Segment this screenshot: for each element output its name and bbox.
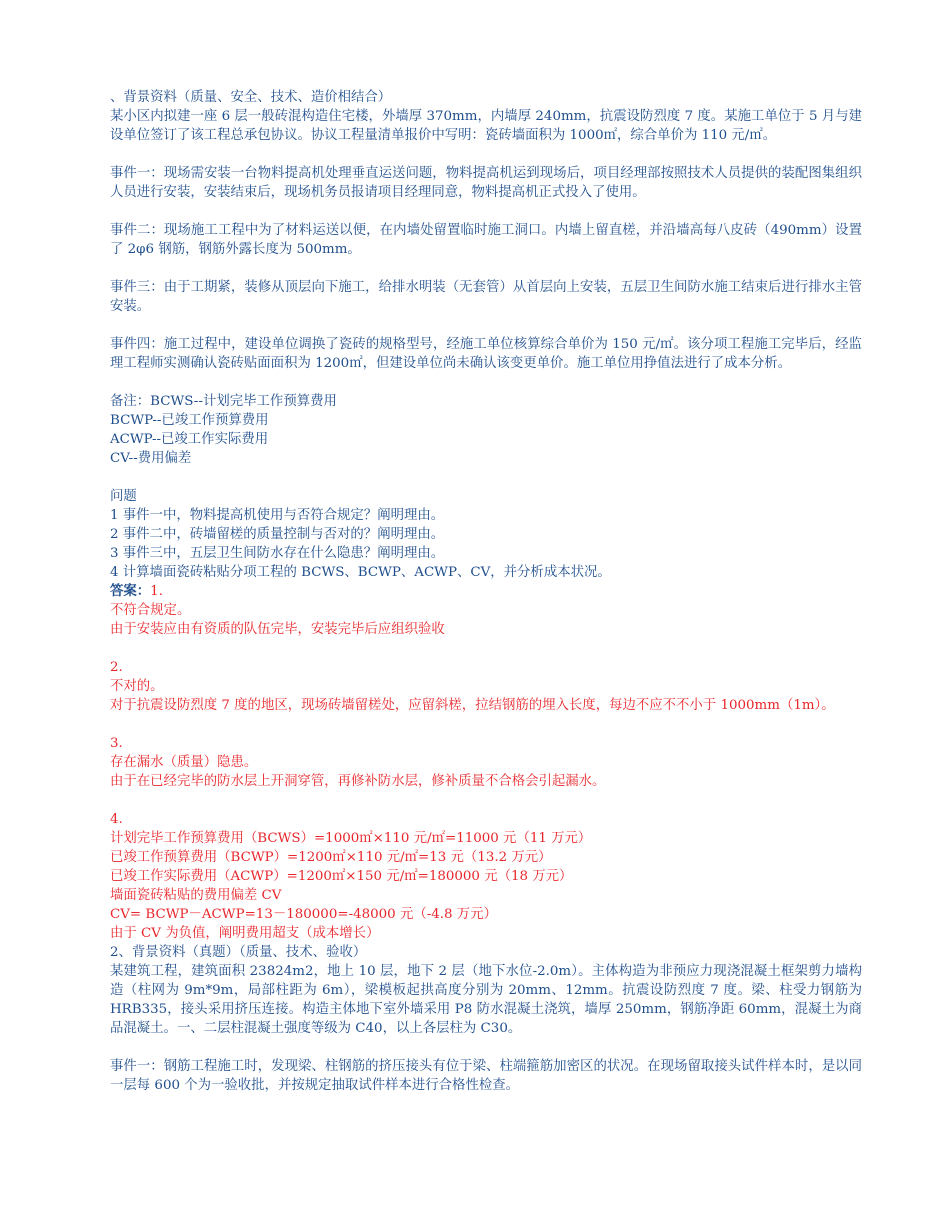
- answer-line: 由于 CV 为负值，阐明费用超支（成本增长）: [110, 926, 380, 941]
- answer-2-number: 2.: [110, 660, 123, 675]
- answer-line: 不符合规定。: [110, 603, 191, 618]
- answer-3-number: 3.: [110, 736, 123, 751]
- answer-line: 不对的。: [110, 679, 164, 694]
- answer-line: 已竣工作预算费用（BCWP）=1200㎡×110 元/㎡=13 元（13.2 万元）: [110, 850, 552, 865]
- document-page: [110, 88, 862, 1095]
- section1-title: 、背景资料（质量、安全、技术、造价相结合）: [110, 90, 392, 105]
- event-2: 事件二：现场施工工程中为了材料运送以便，在内墙处留置临时施工洞口。内墙上留直槎，并沿墙高每八皮砖（490mm）设置了 2φ6 钢筋，钢筋外露长度为 500mm。: [110, 223, 862, 257]
- question-item: 4 计算墙面瓷砖粘贴分项工程的 BCWS、BCWP、ACWP、CV，并分析成本状况。: [110, 565, 611, 580]
- question-item: 1 事件一中，物料提高机使用与否符合规定？阐明理由。: [110, 508, 445, 523]
- note-line: ACWP--已竣工作实际费用: [110, 432, 269, 447]
- answer-4-number: 4.: [110, 812, 123, 827]
- answer-line: 存在漏水（质量）隐患。: [110, 755, 258, 770]
- answer-heading: [110, 582, 862, 601]
- answer-line: CV= BCWP－ACWP=13－180000=-48000 元（-4.8 万元）: [110, 907, 497, 922]
- answer-line: 由于安装应由有资质的队伍完毕，安装完毕后应组织验收: [110, 622, 445, 637]
- event-4: 事件四：施工过程中，建设单位调换了瓷砖的规格型号，经施工单位核算综合单价为 150 元/㎡。该分项工程施工完毕后，经监理工程师实测确认瓷砖贴面面积为 1200㎡，但建设单位尚未确认该变更单价。施工单位用挣值法进行了成本分析。: [110, 337, 862, 371]
- question-item: 2 事件二中，砖墙留槎的质量控制与否对的？阐明理由。: [110, 527, 445, 542]
- answer-line: 由于在已经完毕的防水层上开洞穿管，再修补防水层，修补质量不合格会引起漏水。: [110, 774, 606, 789]
- event-1: 事件一：现场需安装一台物料提高机处理垂直运送问题，物料提高机运到现场后，项目经理部按照技术人员提供的装配图集组织人员进行安装，安装结束后，现场机务员报请项目经理同意，物料提高机正式投入了使用。: [110, 166, 862, 200]
- questions-title: 问题: [110, 489, 137, 504]
- section2-event-1: 事件一：钢筋工程施工时，发现梁、柱钢筋的挤压接头有位于梁、柱端箍筋加密区的状况。在现场留取接头试件样本时，是以同一层每 600 个为一验收批，并按规定抽取试件样本进行合格性检查。: [110, 1059, 862, 1093]
- answer-label: 答案：: [110, 583, 151, 599]
- answer-line: 已竣工作实际费用（ACWP）=1200㎡×150 元/㎡=180000 元（18 万元）: [110, 869, 573, 884]
- answer-1-number: 1.: [150, 584, 163, 599]
- section1-background: 某小区内拟建一座 6 层一般砖混构造住宅楼，外墙厚 370mm，内墙厚 240mm，抗震设防烈度 7 度。某施工单位于 5 月与建设单位签订了该工程总承包协议。协议工程量清单报价中写明：瓷砖墙面积为 1000㎡，综合单价为 110 元/㎡。: [110, 109, 862, 143]
- section2-title: 2、背景资料（真题）（质量、技术、验收）: [110, 945, 367, 960]
- question-item: 3 事件三中，五层卫生间防水存在什么隐患？阐明理由。: [110, 546, 445, 561]
- note-line: BCWP--已竣工作预算费用: [110, 413, 269, 428]
- answer-line: 墙面瓷砖粘贴的费用偏差 CV: [110, 888, 282, 903]
- answer-line: 计划完毕工作预算费用（BCWS）=1000㎡×110 元/㎡=11000 元（11 万元）: [110, 831, 592, 846]
- section2-background: 某建筑工程，建筑面积 23824m2，地上 10 层，地下 2 层（地下水位-2.0m）。主体构造为非预应力现浇混凝土框架剪力墙构造（柱网为 9m*9m，局部柱距为 6m），梁模板起拱高度分别为 20mm、12mm。抗震设防烈度 7 度。梁、柱受力钢筋为 HRB335，接头采用挤压连接。构造主体地下室外墙采用 P8 防水混凝土浇筑，墙厚 250mm，钢筋净距 60mm，混凝土为商品混凝土。一、二层柱混凝土强度等级为 C40，以上各层柱为 C30。: [110, 964, 862, 1036]
- event-3: 事件三：由于工期紧，装修从顶层向下施工，给排水明装（无套管）从首层向上安装，五层卫生间防水施工结束后进行排水主管安装。: [110, 280, 862, 314]
- note-line: 备注：BCWS--计划完毕工作预算费用: [110, 394, 337, 409]
- note-line: CV--费用偏差: [110, 451, 192, 466]
- answer-line: 对于抗震设防烈度 7 度的地区，现场砖墙留槎处，应留斜槎，拉结钢筋的埋入长度，每边不应不不小于 1000mm（1m）。: [110, 698, 835, 713]
